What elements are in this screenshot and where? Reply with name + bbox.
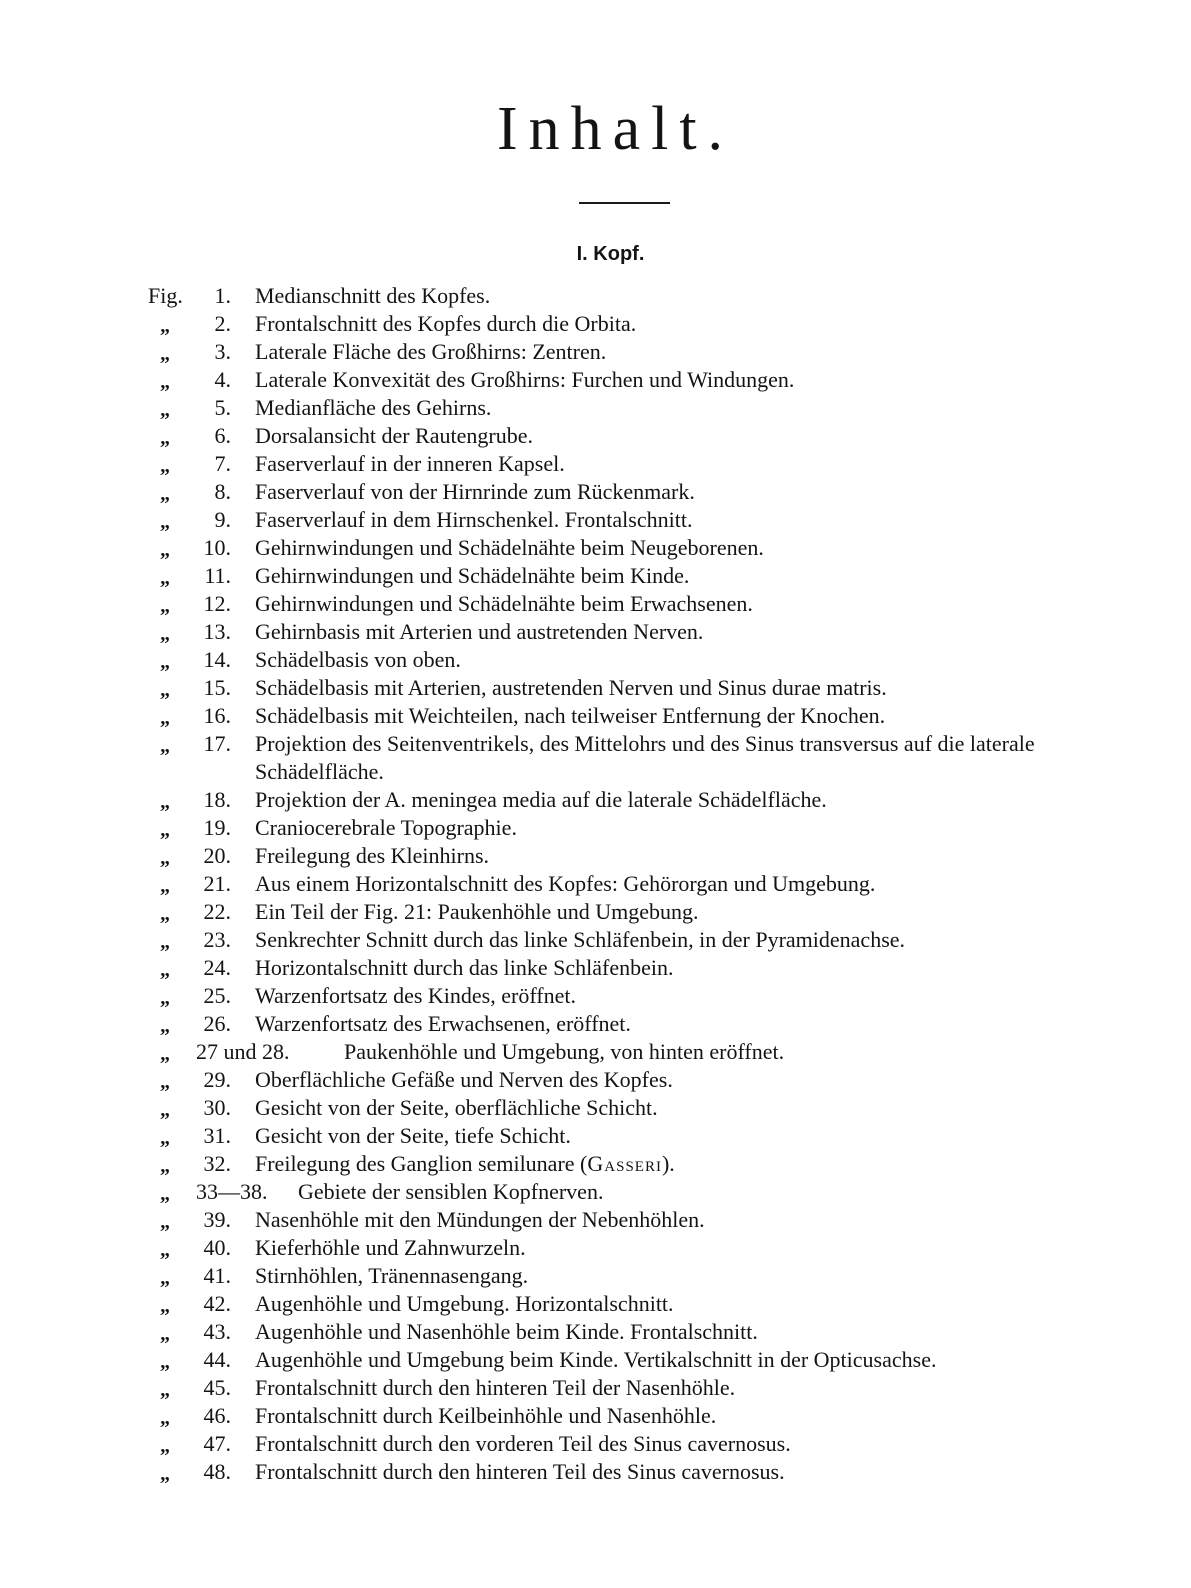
toc-entry [0, 450, 1191, 478]
figure-number: 19. [203, 815, 231, 840]
entry-title: Gehirnwindungen und Schädelnähte beim Kinde. [255, 563, 690, 588]
ditto-mark: „ [160, 707, 170, 729]
entry-title-part: ). [661, 1151, 675, 1176]
entry-title: Gebiete der sensiblen Kopfnerven. [298, 1179, 604, 1204]
toc-entry [0, 394, 1191, 422]
entry-title: Schädelbasis von oben. [255, 647, 461, 672]
figure-number: 43. [203, 1319, 231, 1344]
ditto-mark: „ [160, 931, 170, 953]
ditto-mark: „ [160, 1155, 170, 1177]
figure-number: 18. [203, 787, 231, 812]
toc-entry [0, 478, 1191, 506]
figure-number: 7. [214, 451, 231, 476]
toc-entry [0, 1066, 1191, 1094]
ditto-mark: „ [160, 595, 170, 617]
toc-entry [0, 282, 1191, 310]
figure-number: 10. [203, 535, 231, 560]
entry-title: Gehirnwindungen und Schädelnähte beim Neugeborenen. [255, 535, 764, 560]
toc-entry [0, 366, 1191, 394]
toc-entry [0, 730, 1191, 786]
entry-title: Craniocerebrale Topographie. [255, 815, 517, 840]
entry-title: Augenhöhle und Umgebung beim Kinde. Vertikalschnitt in der Opticusachse. [255, 1347, 937, 1372]
figure-number: 20. [203, 843, 231, 868]
figure-number: 45. [203, 1375, 231, 1400]
entry-title-part: Freilegung des Ganglion semilunare ( [255, 1151, 588, 1176]
table-of-contents [0, 282, 1191, 1486]
figure-number: 11. [204, 563, 231, 588]
entry-title: Horizontalschnitt durch das linke Schläfenbein. [255, 955, 674, 980]
page-title: Inhalt. [496, 95, 735, 163]
ditto-mark: „ [160, 371, 170, 393]
figure-number: 46. [203, 1403, 231, 1428]
entry-title: Projektion des Seitenventrikels, des Mittelohrs und des Sinus transversus auf die laterale Schädelfläche. [255, 731, 1035, 784]
entry-title: Frontalschnitt des Kopfes durch die Orbita. [255, 311, 637, 336]
entry-title: Dorsalansicht der Rautengrube. [255, 423, 533, 448]
figure-number: 2. [214, 311, 231, 336]
toc-entry [0, 1430, 1191, 1458]
figure-number: 1. [214, 283, 231, 308]
section-heading: I. Kopf. [576, 243, 645, 265]
figure-number: 16. [203, 703, 231, 728]
ditto-mark: „ [160, 959, 170, 981]
figure-number: 3. [214, 339, 231, 364]
ditto-mark: „ [160, 427, 170, 449]
toc-entry [0, 562, 1191, 590]
figure-number: 13. [203, 619, 231, 644]
ditto-mark: „ [160, 1239, 170, 1261]
entry-title: Faserverlauf in dem Hirnschenkel. Frontalschnitt. [255, 507, 693, 532]
toc-entry [0, 1318, 1191, 1346]
toc-entry [0, 926, 1191, 954]
ditto-mark: „ [160, 1015, 170, 1037]
entry-title: Frontalschnitt durch den hinteren Teil der Nasenhöhle. [255, 1375, 736, 1400]
toc-entry [0, 1150, 1191, 1178]
figure-number: 31. [203, 1123, 231, 1148]
ditto-mark: „ [160, 455, 170, 477]
ditto-mark: „ [160, 623, 170, 645]
figure-number: 30. [203, 1095, 231, 1120]
ditto-mark: „ [160, 651, 170, 673]
toc-entry [0, 1374, 1191, 1402]
entry-title: Warzenfortsatz des Erwachsenen, eröffnet. [255, 1011, 631, 1036]
toc-entry [0, 646, 1191, 674]
ditto-mark: „ [160, 483, 170, 505]
entry-title: Augenhöhle und Nasenhöhle beim Kinde. Frontalschnitt. [255, 1319, 758, 1344]
ditto-mark: „ [160, 847, 170, 869]
ditto-mark: „ [160, 1183, 170, 1205]
figure-number: 12. [203, 591, 231, 616]
figure-number: 42. [203, 1291, 231, 1316]
title-divider [579, 202, 670, 204]
ditto-mark: „ [160, 1351, 170, 1373]
toc-entry [0, 1346, 1191, 1374]
ditto-mark: „ [160, 343, 170, 365]
ditto-mark: „ [160, 1127, 170, 1149]
entry-title: Schädelbasis mit Weichteilen, nach teilweiser Entfernung der Knochen. [255, 703, 886, 728]
toc-entry [0, 338, 1191, 366]
ditto-mark: „ [160, 399, 170, 421]
figure-number: 21. [203, 871, 231, 896]
ditto-mark: „ [160, 1267, 170, 1289]
entry-title: Ein Teil der Fig. 21: Paukenhöhle und Umgebung. [255, 899, 699, 924]
ditto-mark: „ [160, 735, 170, 757]
entry-title: Gesicht von der Seite, tiefe Schicht. [255, 1123, 571, 1148]
entry-title: Nasenhöhle mit den Mündungen der Nebenhöhlen. [255, 1207, 705, 1232]
figure-number: 9. [214, 507, 231, 532]
ditto-mark: „ [160, 1407, 170, 1429]
figure-number: 8. [214, 479, 231, 504]
figure-number: 44. [203, 1347, 231, 1372]
toc-entry [0, 1262, 1191, 1290]
entry-title: Gehirnbasis mit Arterien und austretenden Nerven. [255, 619, 704, 644]
entry-title: Freilegung des Kleinhirns. [255, 843, 490, 868]
toc-entry [0, 534, 1191, 562]
ditto-mark: „ [160, 1295, 170, 1317]
entry-title: Aus einem Horizontalschnitt des Kopfes: Gehörorgan und Umgebung. [255, 871, 876, 896]
ditto-mark: „ [160, 1463, 170, 1485]
entry-title [255, 1150, 1105, 1178]
toc-entry [0, 506, 1191, 534]
ditto-mark: „ [160, 903, 170, 925]
entry-title: Paukenhöhle und Umgebung, von hinten eröffnet. [344, 1039, 785, 1064]
entry-title: Senkrechter Schnitt durch das linke Schläfenbein, in der Pyramidenachse. [255, 927, 906, 952]
ditto-mark: „ [160, 791, 170, 813]
figure-number: 26. [203, 1011, 231, 1036]
figure-number: 25. [203, 983, 231, 1008]
figure-number: 14. [203, 647, 231, 672]
entry-title: Medianfläche des Gehirns. [255, 395, 492, 420]
ditto-mark: „ [160, 1043, 170, 1065]
toc-entry [0, 870, 1191, 898]
entry-title-smallcaps: Gasseri [587, 1151, 662, 1176]
figure-number: 4. [214, 367, 231, 392]
ditto-mark: „ [160, 1435, 170, 1457]
figure-number: 48. [203, 1459, 231, 1484]
entry-title: Faserverlauf von der Hirnrinde zum Rückenmark. [255, 479, 695, 504]
entry-title: Laterale Konvexität des Großhirns: Furchen und Windungen. [255, 367, 795, 392]
toc-entry [0, 982, 1191, 1010]
entry-title: Frontalschnitt durch den vorderen Teil des Sinus cavernosus. [255, 1431, 791, 1456]
toc-entry [0, 1290, 1191, 1318]
toc-entry [0, 898, 1191, 926]
toc-entry [0, 674, 1191, 702]
toc-entry [0, 954, 1191, 982]
figure-number: 6. [214, 423, 231, 448]
ditto-mark: „ [160, 567, 170, 589]
toc-entry [0, 1458, 1191, 1486]
toc-entry [0, 1206, 1191, 1234]
ditto-mark: „ [160, 819, 170, 841]
figure-number: 17. [203, 731, 231, 756]
entry-title: Augenhöhle und Umgebung. Horizontalschnitt. [255, 1291, 674, 1316]
figure-number: 15. [203, 675, 231, 700]
toc-entry [0, 1038, 1191, 1066]
ditto-mark: „ [160, 1323, 170, 1345]
figure-number: 5. [214, 395, 231, 420]
ditto-mark: „ [160, 1379, 170, 1401]
figure-number: 29. [203, 1067, 231, 1092]
entry-title: Oberflächliche Gefäße und Nerven des Kopfes. [255, 1067, 673, 1092]
ditto-mark: „ [160, 1211, 170, 1233]
toc-entry [0, 786, 1191, 814]
toc-entry [0, 422, 1191, 450]
toc-entry [0, 702, 1191, 730]
figure-number: 39. [203, 1207, 231, 1232]
toc-entry [0, 1094, 1191, 1122]
entry-title: Frontalschnitt durch Keilbeinhöhle und Nasenhöhle. [255, 1403, 717, 1428]
entry-title: Schädelbasis mit Arterien, austretenden Nerven und Sinus durae matris. [255, 675, 887, 700]
toc-entry [0, 1402, 1191, 1430]
toc-entry [0, 842, 1191, 870]
figure-number: 27 und 28. [196, 1039, 290, 1064]
ditto-mark: „ [160, 1071, 170, 1093]
entry-title: Gehirnwindungen und Schädelnähte beim Erwachsenen. [255, 591, 753, 616]
figure-number: 24. [203, 955, 231, 980]
toc-entry [0, 1010, 1191, 1038]
toc-entry [0, 590, 1191, 618]
ditto-mark: „ [160, 511, 170, 533]
entry-title: Frontalschnitt durch den hinteren Teil des Sinus cavernosus. [255, 1459, 785, 1484]
entry-title: Laterale Fläche des Großhirns: Zentren. [255, 339, 607, 364]
ditto-mark: „ [160, 315, 170, 337]
toc-entry [0, 618, 1191, 646]
figure-number: 41. [203, 1263, 231, 1288]
ditto-mark: „ [160, 987, 170, 1009]
figure-number: 22. [203, 899, 231, 924]
toc-entry [0, 1234, 1191, 1262]
entry-title: Kieferhöhle und Zahnwurzeln. [255, 1235, 526, 1260]
figure-number: 23. [203, 927, 231, 952]
ditto-mark: „ [160, 539, 170, 561]
ditto-mark: „ [160, 875, 170, 897]
entry-title: Medianschnitt des Kopfes. [255, 283, 491, 308]
figure-number: 32. [203, 1151, 231, 1176]
toc-entry [0, 1122, 1191, 1150]
entry-title: Gesicht von der Seite, oberflächliche Schicht. [255, 1095, 658, 1120]
toc-entry [0, 310, 1191, 338]
entry-title: Stirnhöhlen, Tränennasengang. [255, 1263, 529, 1288]
entry-title: Projektion der A. meningea media auf die laterale Schädelfläche. [255, 787, 827, 812]
ditto-mark: „ [160, 1099, 170, 1121]
entry-title: Warzenfortsatz des Kindes, eröffnet. [255, 983, 576, 1008]
figure-number: 33—38. [196, 1179, 268, 1204]
fig-label: Fig. [148, 283, 183, 308]
toc-entry [0, 814, 1191, 842]
toc-entry [0, 1178, 1191, 1206]
ditto-mark: „ [160, 679, 170, 701]
entry-title: Faserverlauf in der inneren Kapsel. [255, 451, 565, 476]
figure-number: 40. [203, 1235, 231, 1260]
figure-number: 47. [203, 1431, 231, 1456]
